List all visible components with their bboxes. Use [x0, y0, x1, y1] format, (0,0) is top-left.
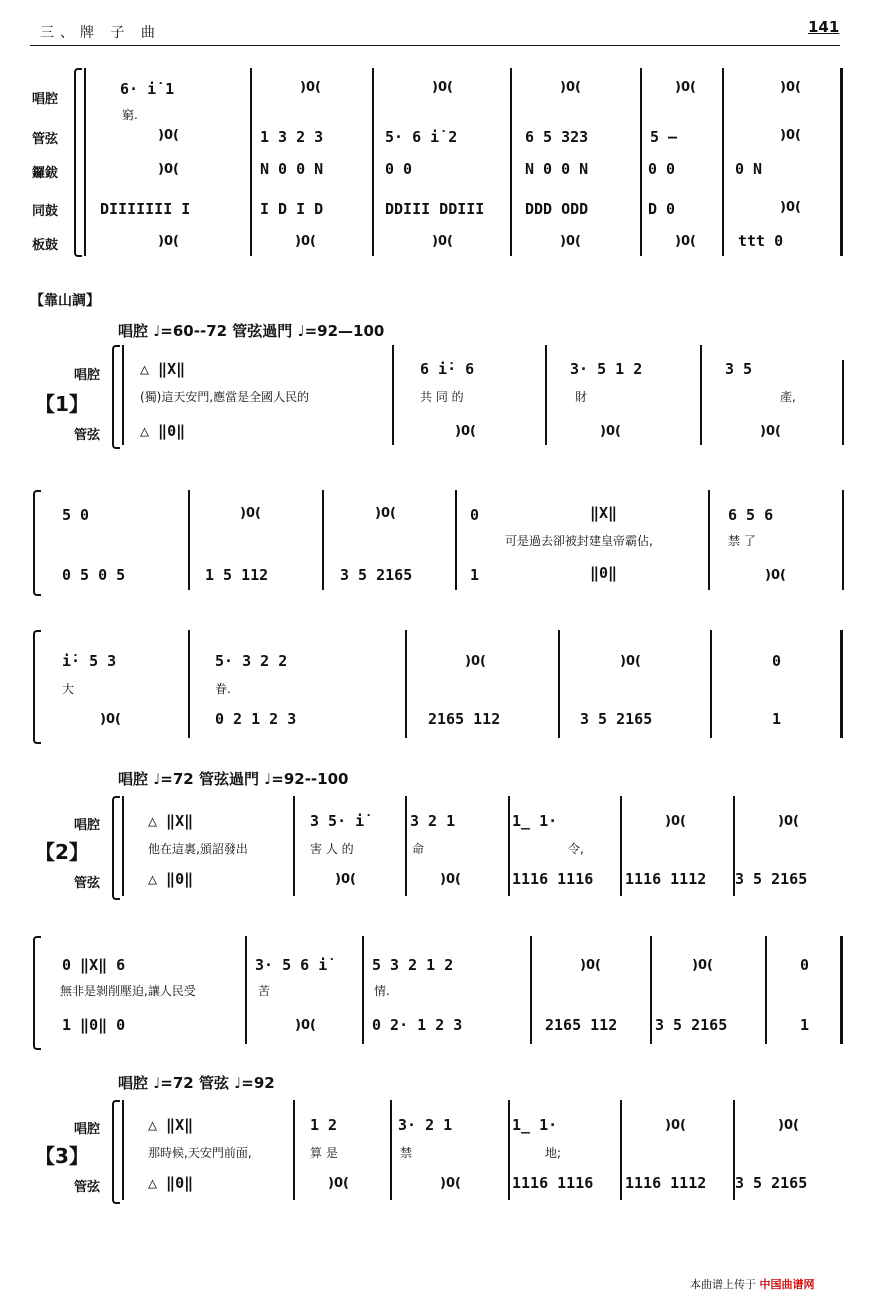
barline: [245, 936, 247, 1044]
strings-measure: 0 5 0 5: [62, 566, 126, 584]
vocal-rest: )0(: [240, 506, 261, 521]
label-gong: 鑼鈸: [32, 166, 59, 181]
vocal-measure: 3 5: [725, 360, 753, 378]
tempo-marking: 唱腔 ♩=72 管弦過門 ♩=92--100: [118, 770, 349, 788]
barline: [508, 1100, 510, 1200]
vocal-measure: 5· 3 2 2: [215, 652, 288, 670]
vocal-rest: )0(: [620, 654, 641, 669]
vocal-rest: )0(: [665, 1118, 686, 1133]
strings-measure: 3 5 2165: [580, 710, 653, 728]
vocal-rest: )0(: [778, 814, 799, 829]
strings-measure: △ ‖0‖: [148, 870, 194, 888]
vocal-lyric: 窮.: [122, 108, 138, 122]
vocal-lyric: 共 同 的: [420, 390, 464, 404]
label-vocal: 唱腔: [32, 92, 59, 107]
strings-rest: )0(: [780, 128, 801, 143]
barline: [710, 630, 712, 738]
strings-measure: 3 5 2165: [735, 870, 808, 888]
barline: [390, 1100, 392, 1200]
drum-measure: DDD ODD: [525, 200, 589, 218]
strings-measure: △ ‖0‖: [140, 422, 186, 440]
strings-rest: )0(: [328, 1176, 349, 1191]
header-rule: [30, 45, 840, 46]
strings-measure: △ ‖0‖: [148, 1174, 194, 1192]
vocal-measure: 3 2 1: [410, 812, 456, 830]
strings-measure: 3 5 2165: [340, 566, 413, 584]
site-logo: 中国曲谱网: [759, 1278, 815, 1291]
strings-measure: 5· 6 i̇ 2: [385, 128, 458, 146]
barline: [405, 796, 407, 896]
strings-rest: )0(: [440, 1176, 461, 1191]
barline: [84, 68, 86, 256]
vocal-measure: 0: [800, 956, 810, 974]
strings-measure: 1116 1112: [625, 1174, 707, 1192]
vocal-rest: )0(: [692, 958, 713, 973]
drum-measure: DDIII DDIII: [385, 200, 485, 218]
barline: [372, 68, 374, 256]
gong-measure: 0 N: [735, 160, 763, 178]
strings-measure: 2165 112: [428, 710, 501, 728]
barline: [765, 936, 767, 1044]
drum-rest: )0(: [780, 200, 801, 215]
vocal-measure: 0 ‖X‖ 6: [62, 956, 126, 974]
drum-measure: D 0: [648, 200, 676, 218]
barline: [293, 796, 295, 896]
vocal-measure: 3· 5 1 2: [570, 360, 643, 378]
barline: [362, 936, 364, 1044]
vocal-rest: )0(: [580, 958, 601, 973]
vocal-measure: 3 5· i̇: [310, 812, 365, 830]
strings-measure: 1116 1112: [625, 870, 707, 888]
barline: [293, 1100, 295, 1200]
strings-measure: 1: [470, 566, 480, 584]
gong-measure: 0 0: [648, 160, 676, 178]
strings-rest: )0(: [765, 568, 786, 583]
strings-rest: )0(: [600, 424, 621, 439]
barline: [842, 490, 844, 590]
vocal-lyric: 可是過去卻被封建皇帝霸佔,: [505, 534, 653, 548]
board-rest: )0(: [432, 234, 453, 249]
system-brace: [112, 796, 120, 900]
vocal-rest: )0(: [665, 814, 686, 829]
vocal-measure: 5 0: [62, 506, 90, 524]
vocal-lyric: 大: [62, 682, 75, 696]
strings-measure: 0 2 1 2 3: [215, 710, 297, 728]
system-brace: [112, 1100, 120, 1204]
label-board: 板鼓: [32, 238, 59, 253]
barline: [122, 796, 124, 896]
board-rest: )0(: [295, 234, 316, 249]
barline: [558, 630, 560, 738]
strings-rest: )0(: [760, 424, 781, 439]
barline: [620, 796, 622, 896]
vocal-measure: 6 i̇· 6: [420, 360, 475, 378]
board-measure: ttt 0: [738, 232, 784, 250]
strings-measure: 1: [800, 1016, 810, 1034]
vocal-measure: △ ‖X‖: [140, 360, 186, 378]
strings-measure: 1: [772, 710, 782, 728]
barline: [722, 68, 724, 256]
strings-measure: 1 3 2 3: [260, 128, 324, 146]
page-number: 141: [808, 18, 840, 36]
strings-measure: 1116 1116: [512, 1174, 594, 1192]
vocal-lyric: 無非是剝削壓迫,讓人民受: [60, 984, 196, 998]
final-barline: [840, 630, 843, 738]
vocal-lyric: 他在這裏,頒詔發出: [148, 842, 248, 856]
barline: [405, 630, 407, 738]
vocal-rest: )0(: [780, 80, 801, 95]
barline: [530, 936, 532, 1044]
vocal-rest: )0(: [300, 80, 321, 95]
vocal-lyric: 地;: [545, 1146, 562, 1160]
vocal-measure: 0: [772, 652, 782, 670]
vocal-measure: ‖X‖: [590, 504, 618, 522]
board-rest: )0(: [675, 234, 696, 249]
vocal-lyric: 害 人 的: [310, 842, 354, 856]
board-rest: )0(: [560, 234, 581, 249]
strings-measure: 3 5 2165: [735, 1174, 808, 1192]
system-brace: [112, 345, 120, 449]
vocal-rest: )0(: [375, 506, 396, 521]
vocal-measure: 5 3 2 1 2: [372, 956, 454, 974]
section-number: 【2】: [35, 840, 89, 864]
vocal-lyric: 苦: [258, 984, 271, 998]
strings-measure: 3 5 2165: [655, 1016, 728, 1034]
vocal-lyric: (獨)這天安門,應當是全國人民的: [140, 390, 310, 404]
barline: [733, 1100, 735, 1200]
strings-measure: 1 ‖0‖ 0: [62, 1016, 126, 1034]
vocal-measure: △ ‖X‖: [148, 1116, 194, 1134]
gong-rest: )0(: [158, 162, 179, 177]
final-barline: [840, 936, 843, 1044]
barline: [392, 345, 394, 445]
section-header: 三、牌 子 曲: [40, 25, 161, 41]
vocal-measure: 1̲ 1·: [512, 812, 558, 830]
vocal-measure: 0: [470, 506, 480, 524]
tempo-marking: 唱腔 ♩=60--72 管弦過門 ♩=92—100: [118, 322, 385, 340]
vocal-rest: )0(: [432, 80, 453, 95]
final-barline: [840, 68, 843, 256]
strings-rest: )0(: [295, 1018, 316, 1033]
vocal-lyric: 那時候,天安門前面,: [148, 1146, 252, 1160]
strings-measure: 2165 112: [545, 1016, 618, 1034]
piece-title: 【靠山調】: [30, 293, 100, 309]
vocal-lyric: 產,: [780, 390, 796, 404]
label-vocal: 唱腔: [74, 368, 101, 383]
barline: [122, 345, 124, 445]
barline: [545, 345, 547, 445]
board-rest: )0(: [158, 234, 179, 249]
vocal-lyric: 算 是: [310, 1146, 338, 1160]
vocal-lyric: 情.: [374, 984, 390, 998]
label-drum: 同鼓: [32, 204, 59, 219]
drum-measure: I D I D: [260, 200, 324, 218]
barline: [620, 1100, 622, 1200]
barline: [188, 490, 190, 590]
section-number: 【3】: [35, 1144, 89, 1168]
footer-credit: [690, 1276, 815, 1292]
barline: [188, 630, 190, 738]
barline: [733, 796, 735, 896]
system-brace: [74, 68, 82, 257]
barline: [650, 936, 652, 1044]
gong-measure: N 0 0 N: [525, 160, 589, 178]
barline: [508, 796, 510, 896]
barline: [322, 490, 324, 590]
label-strings: 管弦: [74, 428, 101, 443]
vocal-lyric: 禁 了: [728, 534, 756, 548]
vocal-measure: △ ‖X‖: [148, 812, 194, 830]
barline: [510, 68, 512, 256]
system-brace: [33, 936, 41, 1050]
strings-measure: 6 5 323: [525, 128, 589, 146]
vocal-rest: )0(: [675, 80, 696, 95]
vocal-lyric: 財: [575, 390, 588, 404]
label-strings: 管弦: [74, 876, 101, 891]
vocal-measure: 1̲ 1·: [512, 1116, 558, 1134]
vocal-rest: )0(: [465, 654, 486, 669]
vocal-measure: 3· 5 6 i̇: [255, 956, 328, 974]
vocal-measure: 6· i̇ 1: [120, 80, 175, 98]
vocal-measure: i̇· 5 3: [62, 652, 117, 670]
strings-measure: 1116 1116: [512, 870, 594, 888]
gong-measure: N 0 0 N: [260, 160, 324, 178]
strings-measure: ‖0‖: [590, 564, 618, 582]
vocal-measure: 3· 2 1: [398, 1116, 453, 1134]
system-brace: [33, 490, 41, 596]
barline: [640, 68, 642, 256]
gong-measure: 0 0: [385, 160, 413, 178]
vocal-lyric: 眷.: [215, 682, 231, 696]
label-strings: 管弦: [32, 132, 59, 147]
label-strings: 管弦: [74, 1180, 101, 1195]
barline: [122, 1100, 124, 1200]
strings-measure: 0 2· 1 2 3: [372, 1016, 463, 1034]
strings-measure: 1 5 112: [205, 566, 269, 584]
vocal-lyric: 令,: [568, 842, 584, 856]
barline: [455, 490, 457, 590]
strings-rest: )0(: [100, 712, 121, 727]
drum-measure: DIIIIIII I: [100, 200, 191, 218]
strings-rest: )0(: [440, 872, 461, 887]
strings-rest: )0(: [158, 128, 179, 143]
tempo-marking: 唱腔 ♩=72 管弦 ♩=92: [118, 1074, 275, 1092]
strings-rest: )0(: [455, 424, 476, 439]
barline: [708, 490, 710, 590]
barline: [250, 68, 252, 256]
footer-text: 本曲谱上传于: [690, 1278, 756, 1291]
label-vocal: 唱腔: [74, 1122, 101, 1137]
vocal-rest: )0(: [560, 80, 581, 95]
strings-measure: 5 –: [650, 128, 678, 146]
section-number: 【1】: [35, 392, 89, 416]
label-vocal: 唱腔: [74, 818, 101, 833]
vocal-lyric: 禁: [400, 1146, 413, 1160]
system-brace: [33, 630, 41, 744]
barline: [842, 360, 844, 445]
vocal-measure: 1 2: [310, 1116, 338, 1134]
vocal-lyric: 命: [412, 842, 425, 856]
barline: [700, 345, 702, 445]
vocal-rest: )0(: [778, 1118, 799, 1133]
strings-rest: )0(: [335, 872, 356, 887]
vocal-measure: 6 5 6: [728, 506, 774, 524]
